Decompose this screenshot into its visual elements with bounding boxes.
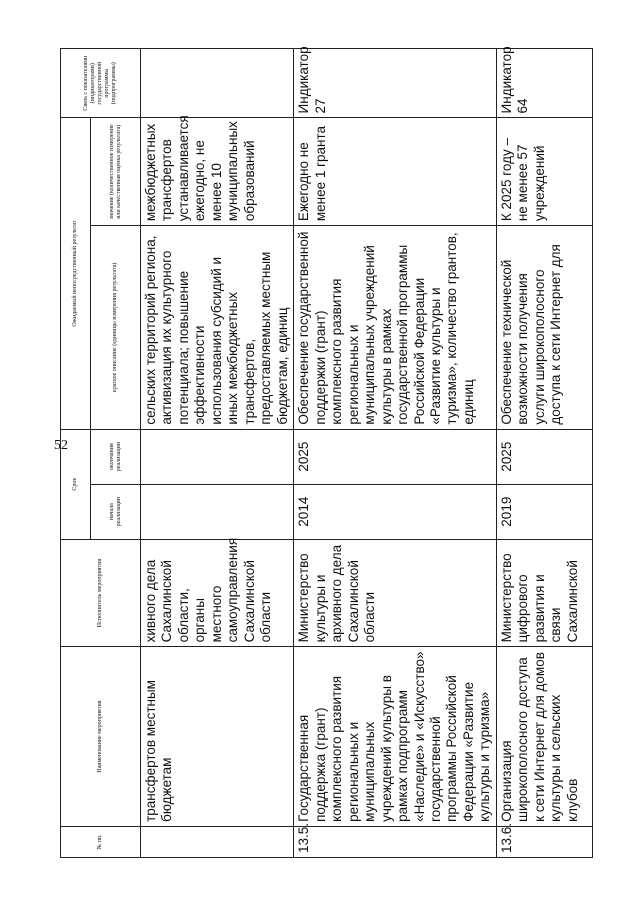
header-result: Ожидаемый непосредственный результат — [61, 117, 91, 428]
header-term: Срок — [61, 429, 91, 539]
measures-table — [60, 45, 593, 858]
header-executor: Исполнитель мероприятия — [61, 539, 141, 647]
row-name: Организация широкополосного доступа к сети Интернет для домов культуры и сельских клубов — [496, 646, 592, 826]
row-name: трансфертов местным бюджетам — [141, 646, 294, 826]
header-result-desc: краткое описание (единицы измерения результата) — [91, 225, 141, 428]
row-desc: Обеспечение технической возможности получения услуги широкополосного доступа к сети Интернет для — [496, 225, 592, 428]
row-end — [141, 429, 294, 484]
row-end: 2025 — [496, 429, 592, 484]
rotated-table-page — [60, 45, 580, 858]
table-row — [294, 48, 497, 857]
header-link: Связь с показателями (индикаторами) государственной программы (подпрограммы) — [61, 48, 141, 117]
header-row — [61, 48, 91, 857]
row-desc: сельских территорий региона, активизация их культурного потенциала; повышение эффективности использования субсидий и иных межбюджетных трансфертов, предоставляемых местным бюджетам, единиц — [141, 225, 294, 428]
row-value: межбюджетных трансфертов устанавливается ежегодно, не менее 10 муниципальных образований — [141, 117, 294, 225]
row-start: 2014 — [294, 484, 497, 539]
page-number: 52 — [54, 438, 68, 453]
row-start — [141, 484, 294, 539]
row-num: 13.6. — [496, 826, 592, 857]
row-link: Индикатор 64 — [496, 48, 592, 117]
header-term-end: окончания реализации — [91, 429, 141, 484]
row-start: 2019 — [496, 484, 592, 539]
row-num — [141, 826, 294, 857]
row-desc: Обеспечение государственной поддержки (грант) комплексного развития региональных и муниципальных учреждений культуры в рамках государственной программы Российской Федерации «Развитие культуры и туризма», количество грантов, единиц — [294, 225, 497, 428]
row-value: Ежегодно не менее 1 гранта — [294, 117, 497, 225]
row-executor: хивного дела Сахалинской области, органы местного самоуправления Сахалинской области — [141, 539, 294, 647]
row-link — [141, 48, 294, 117]
table-row — [496, 48, 592, 857]
header-result-value: значение (количественное измерение или качественная оценка результата) — [91, 117, 141, 225]
row-num: 13.5. — [294, 826, 497, 857]
row-name: Государственная поддержка (грант) комплексного развития региональных и муниципальных учреждений культуры в рамках подпрограмм «Наследие» и «Искусство» государственной программы Российской Федерации «Развитие культуры и туризма» — [294, 646, 497, 826]
row-value: К 2025 году – не менее 57 учреждений — [496, 117, 592, 225]
row-end: 2025 — [294, 429, 497, 484]
table-row — [141, 48, 294, 857]
header-num: № пп. — [61, 826, 141, 857]
row-link: Индикатор 27 — [294, 48, 497, 117]
row-executor: Министерство культуры и архивного дела Сахалинской области — [294, 539, 497, 647]
header-term-start: начала реализации — [91, 484, 141, 539]
header-name: Наименование мероприятия — [61, 646, 141, 826]
row-executor: Министерство цифрового развития и связи Сахалинской — [496, 539, 592, 647]
